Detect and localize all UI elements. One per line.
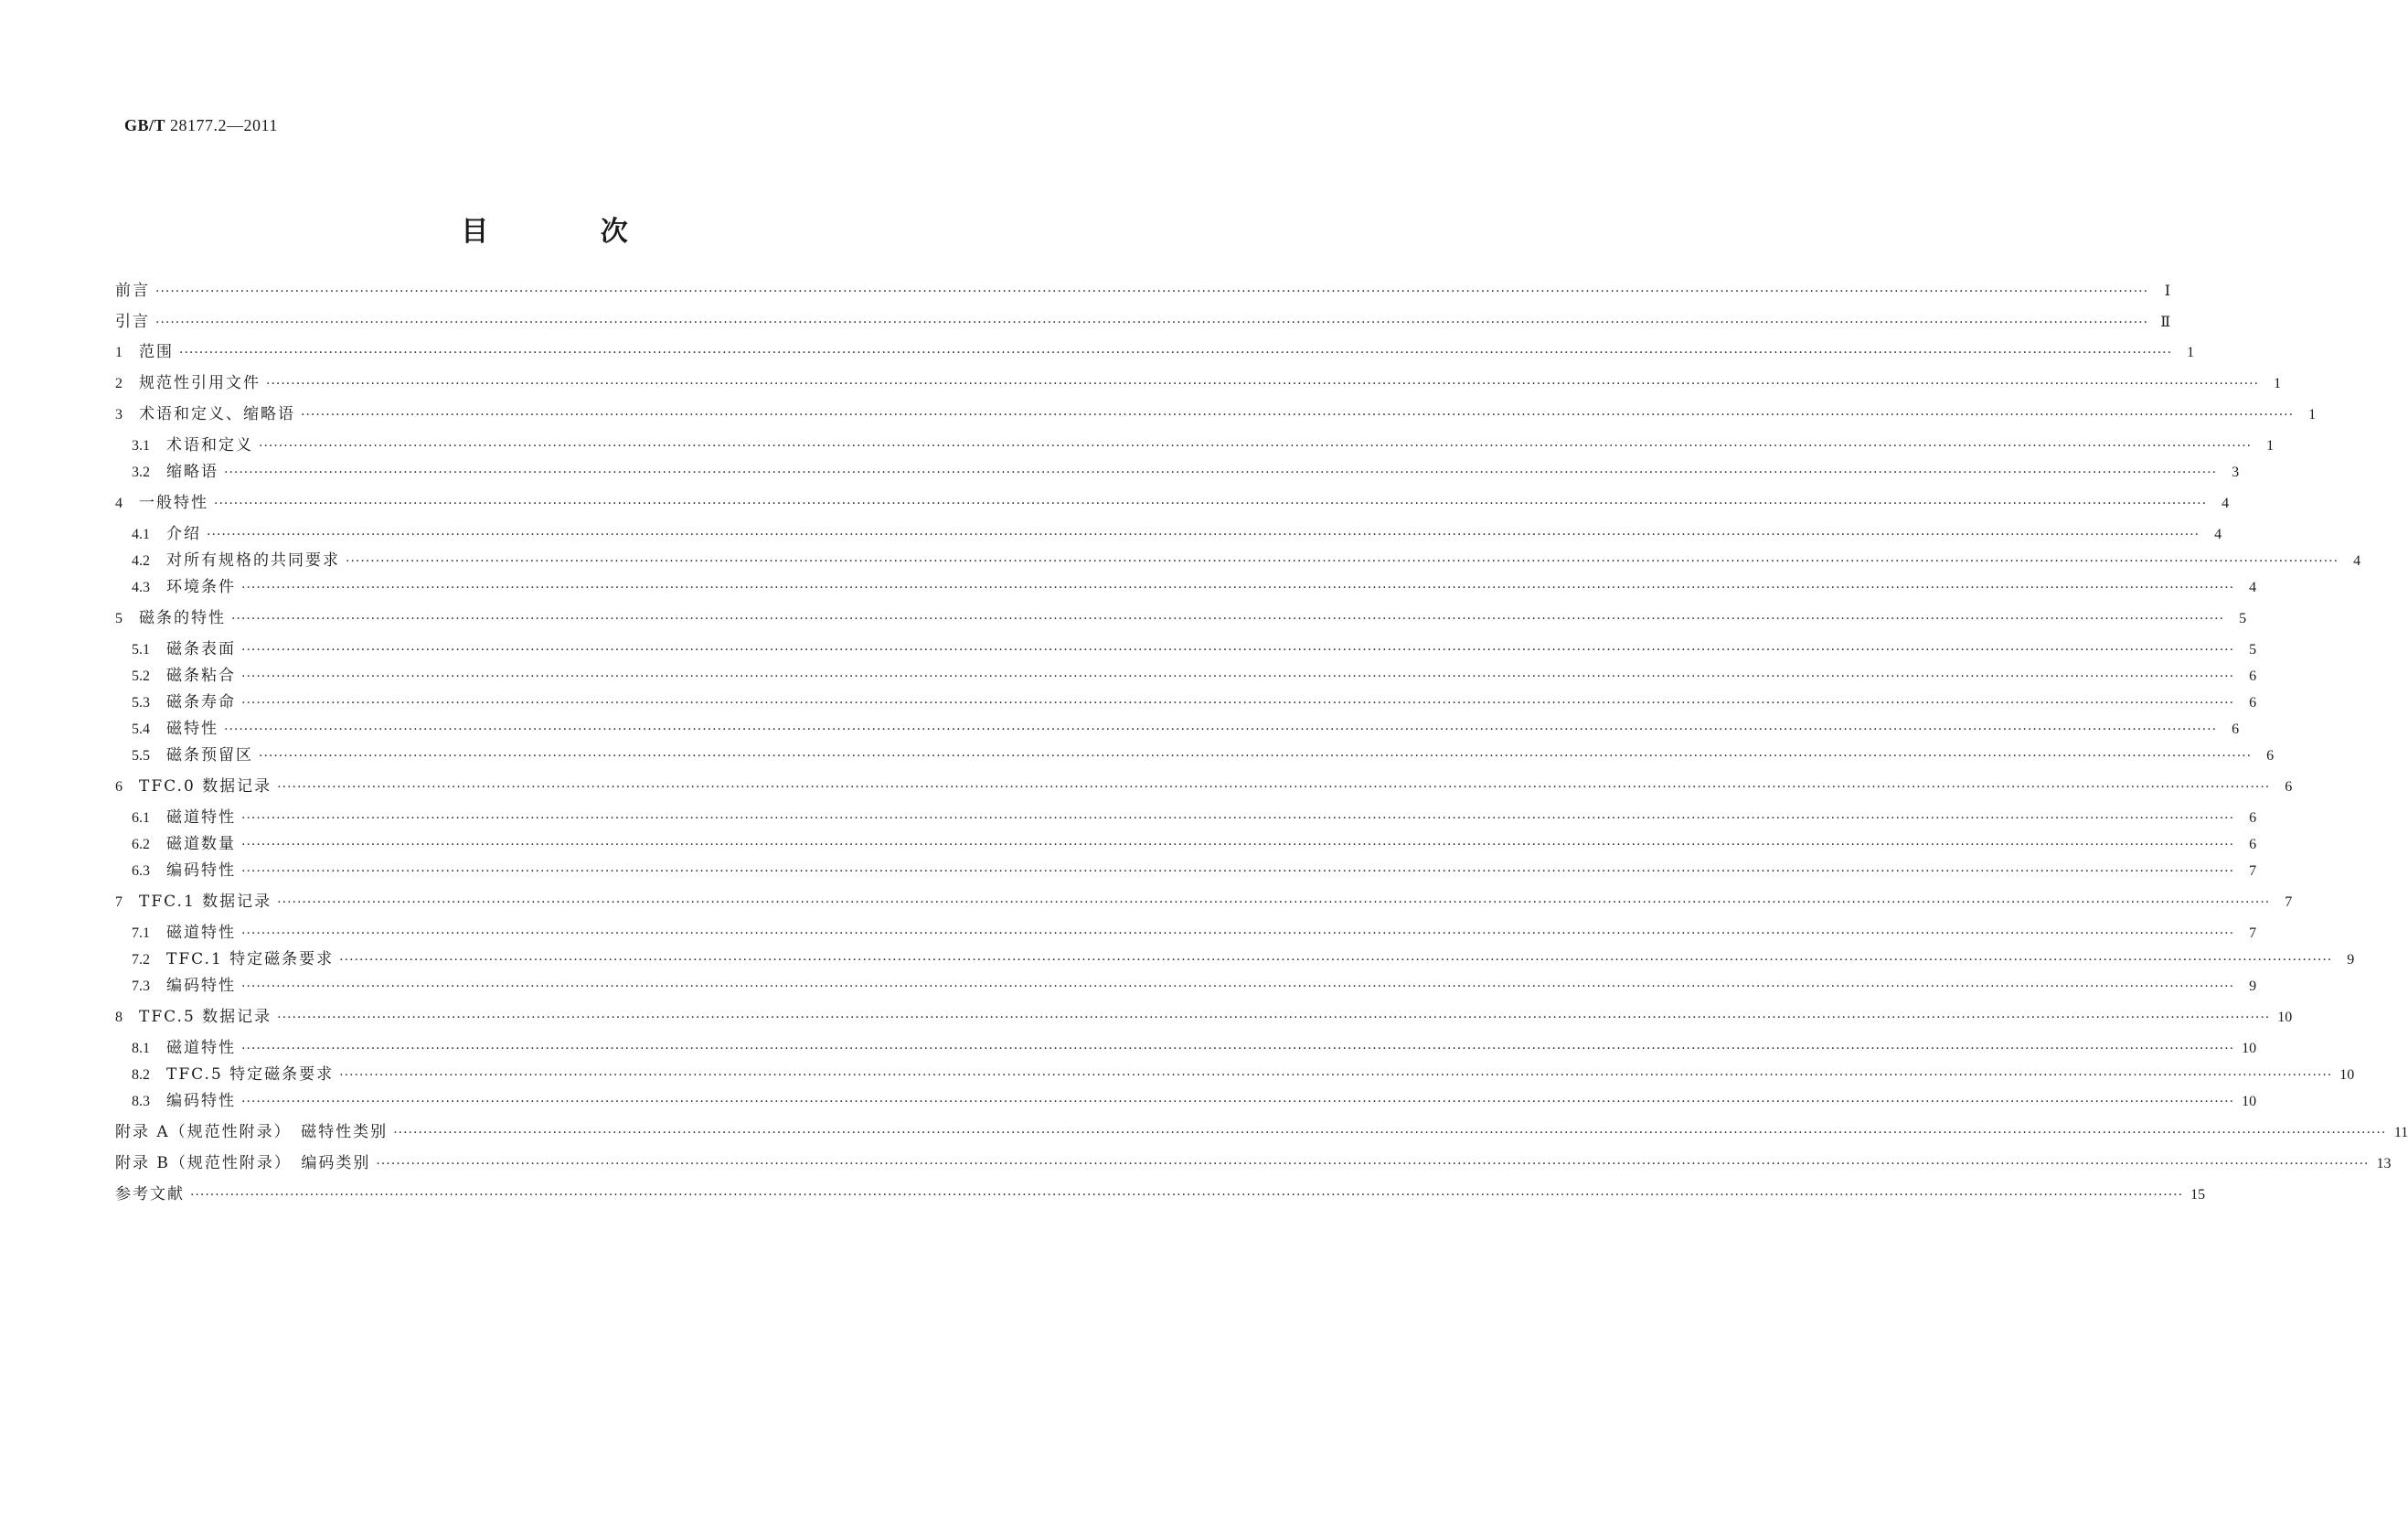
- toc-entry-title: 磁道特性: [166, 808, 236, 827]
- toc-entry-number: 6: [115, 779, 123, 795]
- toc-entry: [132, 435, 2275, 456]
- toc-entry-page: 1: [2266, 438, 2275, 454]
- toc-entry-page: 4: [2222, 496, 2230, 511]
- toc-entry-page: 7: [2249, 925, 2257, 941]
- toc-leader-dots: ················································································································································································································································································································································································································: [241, 1042, 2235, 1056]
- toc-entry-number: 8.3: [132, 1094, 150, 1109]
- toc-leader-dots: ················································································································································································································································································································································································································: [231, 612, 2225, 626]
- toc-entry-title: 磁条粘合: [166, 667, 236, 685]
- toc-entry-page: 9: [2347, 952, 2355, 968]
- toc-entry-page: 1: [2187, 345, 2195, 360]
- toc-entry-number: 2: [115, 376, 123, 391]
- toc-leader-dots: ················································································································································································································································································································································································································: [376, 1157, 2370, 1171]
- toc-entry-number: 3.1: [132, 438, 150, 454]
- toc-entry-title: 磁条的特性: [139, 609, 226, 627]
- document-code-prefix: GB/T: [124, 116, 166, 134]
- toc-entry: [115, 892, 2293, 913]
- toc-entry-label: [115, 776, 272, 797]
- toc-entry-page: 6: [2232, 722, 2240, 737]
- toc-leader-dots: ················································································································································································································································································································································································································: [259, 439, 2253, 454]
- toc-entry: [132, 1091, 2257, 1112]
- toc-entry-number: 3: [115, 407, 123, 422]
- toc-entry-number: 5.3: [132, 695, 150, 711]
- toc-entry-number: 7.2: [132, 952, 150, 968]
- toc-entry-title: 磁特性: [166, 720, 218, 738]
- toc-entry-number: 4.1: [132, 527, 150, 542]
- toc-entry-page: 6: [2249, 810, 2257, 826]
- toc-entry-title: 磁条预留区: [166, 746, 253, 765]
- toc-leader-dots: ················································································································································································································································································································································································································: [155, 315, 2149, 330]
- toc-entry-page: 4: [2249, 580, 2257, 595]
- toc-leader-dots: ················································································································································································································································································································································································································: [339, 953, 2333, 968]
- toc-entry-label: [132, 923, 236, 944]
- toc-entry-number: 6.3: [132, 863, 150, 879]
- toc-entry-label: [132, 1091, 236, 1112]
- toc-entry: [132, 807, 2257, 829]
- toc-entry: [115, 404, 2317, 425]
- toc-entry-label: [132, 949, 334, 970]
- toc-entry-number: 7: [115, 894, 123, 910]
- toc-entry-label: [115, 373, 261, 394]
- toc-leader-dots: ················································································································································································································································································································································································································: [266, 377, 2260, 391]
- toc-entry-title: 对所有规格的共同要求: [166, 551, 340, 570]
- toc-entry-label: [115, 1184, 185, 1204]
- toc-entry: [115, 312, 2171, 333]
- toc-entry-page: 10: [2242, 1094, 2257, 1109]
- toc-entry: [115, 776, 2293, 797]
- toc-leader-dots: ················································································································································································································································································································································································································: [241, 643, 2235, 658]
- toc-entry-label: [115, 404, 295, 425]
- toc-entry-title: TFC.1 特定磁条要求: [166, 950, 335, 968]
- toc-entry: [132, 1064, 2355, 1085]
- toc-entry-page: 3: [2232, 465, 2240, 480]
- toc-entry-page: 4: [2214, 527, 2222, 542]
- toc-entry-page: 5: [2239, 611, 2247, 626]
- toc-entry-label: [132, 1064, 334, 1085]
- toc-leader-dots: ················································································································································································································································································································································································································: [241, 696, 2235, 711]
- toc-entry-label: [132, 1038, 236, 1059]
- toc-entry-title: 术语和定义: [166, 436, 253, 455]
- toc-entry: [132, 666, 2257, 687]
- toc-entry-title: 磁道特性: [166, 1039, 236, 1057]
- toc-entry-label: [132, 976, 236, 997]
- toc-entry-number: 7.1: [132, 925, 150, 941]
- toc-entry-page: 6: [2249, 668, 2257, 684]
- toc-entry-page: 15: [2190, 1187, 2206, 1203]
- toc-entry: [132, 719, 2240, 740]
- toc-leader-dots: ················································································································································································································································································································································································································: [301, 408, 2295, 422]
- toc-leader-dots: ················································································································································································································································································································································································································: [214, 497, 2208, 511]
- toc-entry-title: 编码特性: [166, 1092, 236, 1110]
- toc-entry: [115, 1184, 2206, 1205]
- toc-entry-title: 前言: [115, 282, 150, 300]
- toc-entry-title: 环境条件: [166, 578, 236, 596]
- toc-entry-page: 6: [2285, 779, 2293, 795]
- toc-leader-dots: ················································································································································································································································································································································································································: [241, 979, 2235, 994]
- toc-entry-label: [132, 577, 236, 598]
- toc-leader-dots: ················································································································································································································································································································································································································: [277, 1011, 2271, 1025]
- toc-entry-title: TFC.5 特定磁条要求: [166, 1065, 335, 1084]
- toc-entry-page: Ⅰ: [2164, 283, 2171, 299]
- toc-entry-label: [132, 666, 236, 687]
- toc-leader-dots: ················································································································································································································································································································································································································: [241, 581, 2235, 595]
- toc-entry: [132, 834, 2257, 855]
- toc-leader-dots: ················································································································································································································································································································································································································: [190, 1188, 2184, 1203]
- toc-entry-page: 13: [2376, 1156, 2392, 1171]
- toc-leader-dots: ················································································································································································································································································································································································································: [241, 864, 2235, 879]
- toc-entry-page: 1: [2308, 407, 2317, 422]
- toc-entry-number: 5.1: [132, 642, 150, 658]
- toc-entry-title: 术语和定义、缩略语: [139, 405, 295, 423]
- toc-entry-label: [132, 861, 236, 882]
- toc-entry-title: 附录 A（规范性附录） 磁特性类别: [115, 1123, 389, 1141]
- toc-entry: [132, 639, 2257, 660]
- toc-entry: [132, 949, 2355, 970]
- toc-entry-number: 5.4: [132, 722, 150, 737]
- toc-entry: [132, 923, 2257, 944]
- toc-entry: [132, 692, 2257, 713]
- toc-entry-number: 1: [115, 345, 123, 360]
- toc-entry-title: 编码特性: [166, 977, 236, 995]
- toc-entry-number: 7.3: [132, 979, 150, 994]
- toc-entry-title: TFC.1 数据记录: [139, 893, 272, 911]
- toc-entry: [115, 1007, 2293, 1028]
- toc-entry: [115, 1122, 2408, 1143]
- toc-leader-dots: ················································································································································································································································································································································································································: [241, 669, 2235, 684]
- toc-entry-number: 5: [115, 611, 123, 626]
- document-code-number: 28177.2—2011: [170, 116, 278, 134]
- toc-leader-dots: ················································································································································································································································································································································································································: [259, 749, 2253, 764]
- toc-entry-label: [132, 462, 218, 483]
- toc-entry-label: [132, 551, 340, 572]
- toc-entry-title: 附录 B（规范性附录） 编码类别: [115, 1154, 371, 1172]
- toc-leader-dots: ················································································································································································································································································································································································································: [346, 554, 2339, 569]
- toc-leader-dots: ················································································································································································································································································································································································································: [224, 722, 2218, 737]
- toc-entry-title: 规范性引用文件: [139, 374, 261, 392]
- toc-leader-dots: ················································································································································································································································································································································································································: [277, 780, 2271, 795]
- toc-entry-page: 5: [2249, 642, 2257, 658]
- toc-entry-title: 介绍: [166, 525, 201, 543]
- toc-entry-title: 磁道数量: [166, 835, 236, 853]
- toc-entry: [115, 493, 2230, 514]
- toc-entry-title: TFC.5 数据记录: [139, 1008, 272, 1026]
- toc-entry-title: TFC.0 数据记录: [139, 777, 272, 796]
- toc-leader-dots: ················································································································································································································································································································································································································: [224, 465, 2218, 480]
- toc-entry: [132, 577, 2257, 598]
- toc-entry-title: 编码特性: [166, 861, 236, 880]
- toc-entry: [132, 524, 2222, 545]
- toc-entry-label: [115, 312, 150, 332]
- toc-leader-dots: ················································································································································································································································································································································································································: [207, 528, 2200, 542]
- toc-entry-number: 5.5: [132, 748, 150, 764]
- toc-entry: [115, 281, 2171, 302]
- toc-entry-label: [132, 692, 236, 713]
- toc-entry-title: 磁道特性: [166, 924, 236, 942]
- toc-entry-title: 范围: [139, 343, 174, 361]
- toc-entry-page: 10: [2242, 1041, 2257, 1056]
- toc-entry-label: [115, 281, 150, 301]
- toc-entry-number: 8.2: [132, 1067, 150, 1083]
- toc-entry-number: 6.1: [132, 810, 150, 826]
- page-title: 目 次: [461, 216, 679, 248]
- toc-entry: [132, 1038, 2257, 1059]
- toc-entry-label: [115, 892, 272, 913]
- toc-leader-dots: ················································································································································································································································································································································································································: [241, 926, 2235, 941]
- toc-entry-label: [132, 745, 253, 766]
- toc-leader-dots: ················································································································································································································································································································································································································: [339, 1068, 2333, 1083]
- toc-entry-title: 磁条表面: [166, 640, 236, 658]
- toc-entry-number: 8: [115, 1010, 123, 1025]
- toc-entry-page: Ⅱ: [2160, 315, 2171, 330]
- toc-entry: [132, 861, 2257, 882]
- toc-entry-number: 4.2: [132, 553, 150, 569]
- toc-entry-page: 1: [2274, 376, 2282, 391]
- toc-entry: [132, 551, 2361, 572]
- toc-entry: [132, 976, 2257, 997]
- toc-entry-label: [132, 524, 201, 545]
- toc-leader-dots: ················································································································································································································································································································································································································: [277, 895, 2271, 910]
- toc-leader-dots: ················································································································································································································································································································································································································: [179, 346, 2173, 360]
- toc-entry-number: 5.2: [132, 668, 150, 684]
- toc-entry-number: 8.1: [132, 1041, 150, 1056]
- toc-entry-page: 6: [2249, 837, 2257, 852]
- toc-entry: [132, 745, 2275, 766]
- toc-entry-title: 一般特性: [139, 494, 208, 512]
- toc-leader-dots: ················································································································································································································································································································································································································: [155, 284, 2149, 299]
- toc-entry-label: [132, 834, 236, 855]
- toc-entry-page: 7: [2285, 894, 2293, 910]
- toc-entry: [115, 342, 2195, 363]
- toc-entry-page: 6: [2249, 695, 2257, 711]
- toc-entry-label: [132, 719, 218, 740]
- toc-entry-label: [115, 1153, 370, 1173]
- toc-entry-label: [115, 342, 174, 363]
- toc-entry: [115, 373, 2282, 394]
- toc-entry: [132, 462, 2240, 483]
- toc-entry-page: 4: [2353, 553, 2361, 569]
- toc-entry-title: 缩略语: [166, 463, 218, 481]
- toc-entry-label: [132, 807, 236, 829]
- toc-entry-number: 4: [115, 496, 123, 511]
- toc-entry-title: 参考文献: [115, 1185, 185, 1203]
- toc-leader-dots: ················································································································································································································································································································································································································: [241, 811, 2235, 826]
- toc-entry-title: 磁条寿命: [166, 693, 236, 711]
- toc-entry-number: 4.3: [132, 580, 150, 595]
- toc-entry: [115, 1153, 2392, 1174]
- toc-leader-dots: ················································································································································································································································································································································································································: [241, 1095, 2235, 1109]
- toc-entry-page: 11: [2393, 1125, 2408, 1140]
- toc-entry-page: 9: [2249, 979, 2257, 994]
- toc-entry-label: [132, 639, 236, 660]
- toc-entry: [115, 608, 2247, 629]
- toc-entry-page: 6: [2266, 748, 2275, 764]
- toc-entry-page: 10: [2339, 1067, 2355, 1083]
- toc-leader-dots: ················································································································································································································································································································································································································: [241, 838, 2235, 852]
- toc-entry-title: 引言: [115, 313, 150, 331]
- toc-entry-page: 7: [2249, 863, 2257, 879]
- toc-entry-number: 3.2: [132, 465, 150, 480]
- toc-entry-label: [115, 1007, 272, 1028]
- toc-entry-number: 6.2: [132, 837, 150, 852]
- toc-entry-label: [132, 435, 253, 456]
- toc-entry-label: [115, 1122, 388, 1142]
- toc-leader-dots: ················································································································································································································································································································································································································: [393, 1126, 2387, 1140]
- toc-entry-label: [115, 608, 226, 629]
- toc-entry-page: 10: [2277, 1010, 2293, 1025]
- toc-entry-label: [115, 493, 208, 514]
